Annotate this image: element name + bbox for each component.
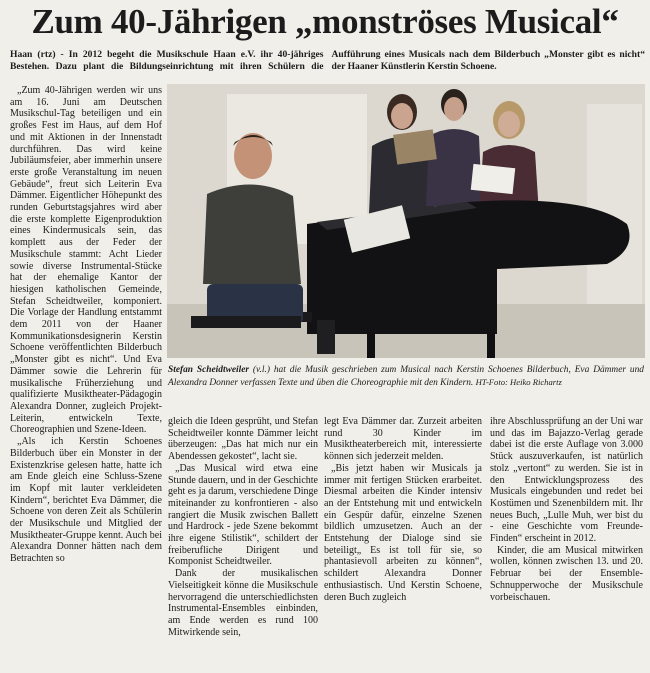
article-column-2	[168, 416, 318, 673]
lead-text: In 2012 begeht die Musikschule Haan e.V. ihr 40-jähriges Bestehen. Dazu plant die Bildungseinrichtung mit ihren Schülern die Aufführung eines Musicals nach dem Bilderbuch „Monster gibt es nicht“ der Haaner Künstlerin Kerstin Schoene.	[10, 49, 645, 73]
dateline: Haan (rtz) -	[10, 49, 64, 60]
photo-illustration	[167, 84, 645, 358]
paragraph: „Zum 40-Jährigen werden wir uns am 16. Juni am Deutschen Musikschul-Tag beteiligen und ein großes Fest im Haus, auf dem Hof und mit Aktionen in der Innenstadt durchführen. Das wird keine Jubiläumsfeier, aber immerhin unsere erste große Veranstaltung im neuen Gebäude“, freut sich Leiterin Eva Dämmer. Eigentlicher Höhepunkt des runden Geburtstagsjahres wird aber die erste komplette Eigenproduktion eines Kindermusicals sein, das komplett aus der Feder der Musikschule stammt: Acht Lieder sowie diverse Instrumental-Stücke hat der ehemalige Kantor der hiesigen katholischen Gemeinde, Stefan Scheidtweiler, komponiert. Die Vorlage der Handlung entstammt dem 2011 von der Haaner Kommunikationsdesignerin Kerstin Schoene veröffentlichten Bilderbuch „Monster gibt es nicht“. Und Eva Dämmer sowie die Lehrerin für musikalische Früherziehung und qualifizierte Musiktheater-Pädagogin Alexandra Donner, zugleich Projekt-Leiterin, entwickeln Texte, Choreographien und Szene-Ideen.	[10, 85, 162, 436]
photo-sheet-music	[471, 164, 515, 194]
photo-caption	[168, 364, 644, 389]
photo-credit: HT-Foto: Heiko Richartz	[475, 377, 562, 387]
photo-window	[587, 104, 642, 304]
caption-position: (v.l.)	[249, 365, 270, 375]
article-column-4	[490, 416, 643, 673]
photo-piano-bench	[191, 316, 301, 328]
paragraph: legt Eva Dämmer dar. Zurzeit arbeiten rund 30 Kinder im Musiktheaterbereich mit, interessierte können sich jederzeit melden.	[324, 416, 482, 463]
article-column-1	[10, 85, 162, 671]
paragraph: ihre Abschlussprüfung an der Uni war und das im Bajazzo-Verlag gerade dabei ist die erste Auflage von 3.000 Stück auszuverkaufen, ist natürlich stolz „vertont“ zu werden. Sie ist in den Entwicklungsprozess des Musicals eingebunden und redet bei Kostümen und Szenenbildern mit. Ihr neues Buch, „Lulle Muh, wer bist du - eine Geschichte vom Freunde-Finden“ erscheint in 2012.	[490, 416, 643, 545]
photo-songbook	[393, 129, 437, 164]
article-photo	[167, 84, 645, 358]
paragraph: Dank der musikalischen Vielseitigkeit könne die Musikschule hervorragend die unterschiedlichsten Instrumental-Ensembles einbinden, am Ende werden es rund 100 Mitwirkende sein,	[168, 568, 318, 638]
paragraph: „Als ich Kerstin Schoenes Bilderbuch über ein Monster in der Existenzkrise gelesen hatte, hatte ich am Ende gleich eine Schluss-Szene im Kopf mit lauter verkleideten Kindern“, berichtet Eva Dämmer, die Schoene von deren Zeit als Schülerin der Musikschule und Mitglied der Musiktheater-Gruppe kennt. Auch bei Alexandra Donner hätten nach dem Betrachten so	[10, 436, 162, 565]
headline: Zum 40-Jährigen „monströses Musical“	[31, 2, 619, 41]
article-column-3	[324, 416, 482, 673]
paragraph: gleich die Ideen gesprüht, und Stefan Scheidtweiler konnte Dämmer leicht überzeugen: „Das hat mich nur ein Abendessen gekostet“, lacht sie.	[168, 416, 318, 463]
caption-names: Stefan Scheidtweiler	[168, 365, 250, 375]
paragraph: Kinder, die am Musical mitwirken wollen, können zwischen 13. und 20. Februar bei der Ensemble-Schnupperwoche der Musikschule vorbeischauen.	[490, 544, 643, 603]
paragraph: „Das Musical wird etwa eine Stunde dauern, und in der Geschichte geht es ja darum, verschiedene Dinge miteinander zu konfrontieren - also rangiert die Musik zwischen Ballett und Hardrock - jede Szene bekommt ihre eigene Stilistik“, schildert der freiberufliche Dirigent und Komponist Scheidtweiler.	[168, 462, 318, 568]
paragraph: „Bis jetzt haben wir Musicals ja immer mit fertigen Stücken erarbeitet. Diesmal arbeiten die Kinder intensiv an der Entstehung mit und entwickeln ein Gespür dafür, einzelne Szenen bildlich umzusetzen. Auch an der Entstehung der Dialoge sind sie beteiligt„ Es ist toll für sie, so phantasievoll arbeiten zu können“, schildert Alexandra Donner enthusiastisch. Und Kerstin Schoene, deren Buch zugleich	[324, 462, 482, 603]
lead-paragraph	[10, 49, 645, 74]
caption-text: hat die Musik geschrieben zum Musical nach Kerstin Schoenes Bilderbuch, Eva Dämmer und Alexandra Donner verfassen Texte und üben die Choreographie mit den Kindern.	[168, 365, 644, 388]
